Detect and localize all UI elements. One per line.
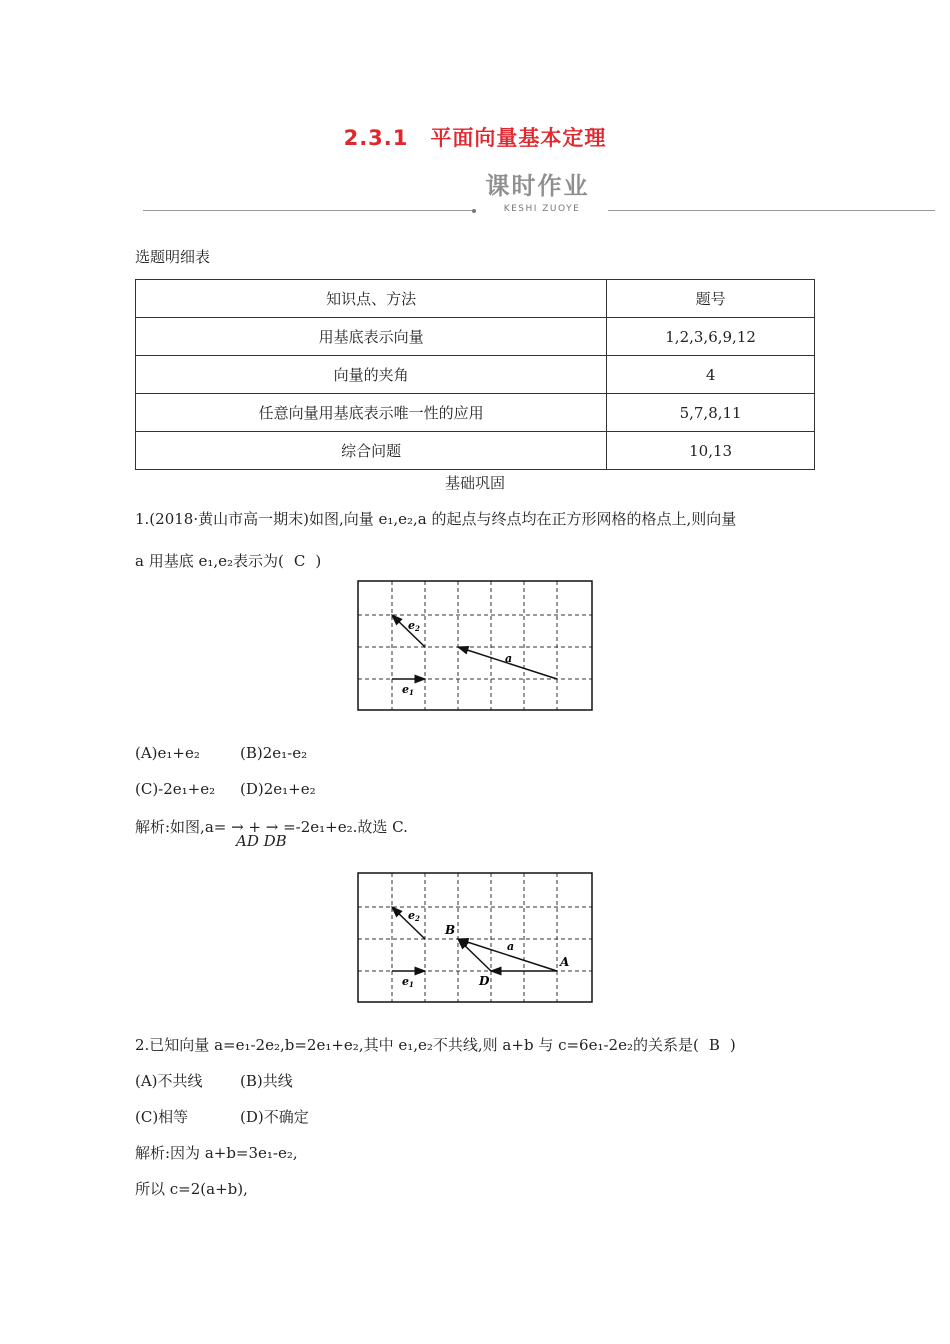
label-a: a xyxy=(507,940,515,953)
table-header-cell: 知识点、方法 xyxy=(136,280,607,318)
q2-stem-close: ) xyxy=(729,1036,736,1054)
label-b: B xyxy=(445,923,456,937)
table-cell: 向量的夹角 xyxy=(136,356,607,394)
q1-stem-text: a 用基底 e₁,e₂表示为( xyxy=(135,552,284,570)
table-cell: 5,7,8,11 xyxy=(607,394,815,432)
page-title: 2.3.1 平面向量基本定理 xyxy=(343,126,607,150)
table-row xyxy=(136,356,815,394)
q1-analysis: 解析:如图,a= → + → =-2e₁+e₂.故选 C. xyxy=(135,818,408,836)
banner-rule-left xyxy=(143,210,476,211)
label-e1: e1 xyxy=(402,975,414,989)
banner-subtitle: KESHI ZUOYE xyxy=(476,204,608,214)
table-caption: 选题明细表 xyxy=(135,248,211,266)
q1-option-b: (B)2e₁-e₂ xyxy=(240,744,308,762)
table-row xyxy=(136,318,815,356)
grid-lines xyxy=(358,873,592,1002)
q1-option-c: (C)-2e₁+e₂ xyxy=(135,780,216,798)
table-cell: 用基底表示向量 xyxy=(136,318,607,356)
q2-option-a: (A)不共线 xyxy=(135,1072,203,1090)
label-point-a: A xyxy=(560,955,570,969)
q1-analysis-vectors: AD DB xyxy=(236,832,287,850)
q2-option-d: (D)不确定 xyxy=(240,1108,309,1126)
table-cell: 1,2,3,6,9,12 xyxy=(607,318,815,356)
table-header-cell: 题号 xyxy=(607,280,815,318)
q2-analysis-line2: 所以 c=2(a+b), xyxy=(135,1180,248,1198)
table-row xyxy=(136,432,815,470)
q2-stem-text: 2.已知向量 a=e₁-2e₂,b=2e₁+e₂,其中 e₁,e₂不共线,则 a+b 与 c=6e₁-2e₂的关系是( xyxy=(135,1036,699,1054)
q1-stem-line2 xyxy=(135,550,321,571)
q2-analysis-line1: 解析:因为 a+b=3e₁-e₂, xyxy=(135,1144,298,1162)
q1-stem-close: ) xyxy=(315,552,322,570)
label-e1: e1 xyxy=(402,683,414,697)
banner-title: 课时作业 xyxy=(485,172,590,200)
table-cell: 综合问题 xyxy=(136,432,607,470)
label-e2: e2 xyxy=(408,909,420,923)
q2-answer: B xyxy=(708,1036,720,1054)
table-cell: 10,13 xyxy=(607,432,815,470)
q1-stem-line1: 1.(2018·黄山市高一期末)如图,向量 e₁,e₂,a 的起点与终点均在正方形网格的格点上,则向量 xyxy=(135,510,737,528)
table-row xyxy=(136,394,815,432)
q1-option-a: (A)e₁+e₂ xyxy=(135,744,200,762)
grid-lines xyxy=(358,581,592,710)
label-a: a xyxy=(505,652,513,665)
label-d: D xyxy=(479,974,490,988)
banner-rule-right xyxy=(608,210,935,211)
q2-option-c: (C)相等 xyxy=(135,1108,189,1126)
table-cell: 任意向量用基底表示唯一性的应用 xyxy=(136,394,607,432)
section-heading: 基础巩固 xyxy=(444,474,505,492)
q1-option-d: (D)2e₁+e₂ xyxy=(240,780,316,798)
table-cell: 4 xyxy=(607,356,815,394)
q2-option-b: (B)共线 xyxy=(240,1072,293,1090)
q1-answer: C xyxy=(293,552,306,570)
q1-analysis-figure xyxy=(357,872,593,1003)
label-e2: e2 xyxy=(408,619,420,633)
q1-grid-figure xyxy=(357,580,593,711)
q2-stem xyxy=(135,1034,736,1055)
selection-table xyxy=(135,279,815,470)
table-header-row xyxy=(136,280,815,318)
